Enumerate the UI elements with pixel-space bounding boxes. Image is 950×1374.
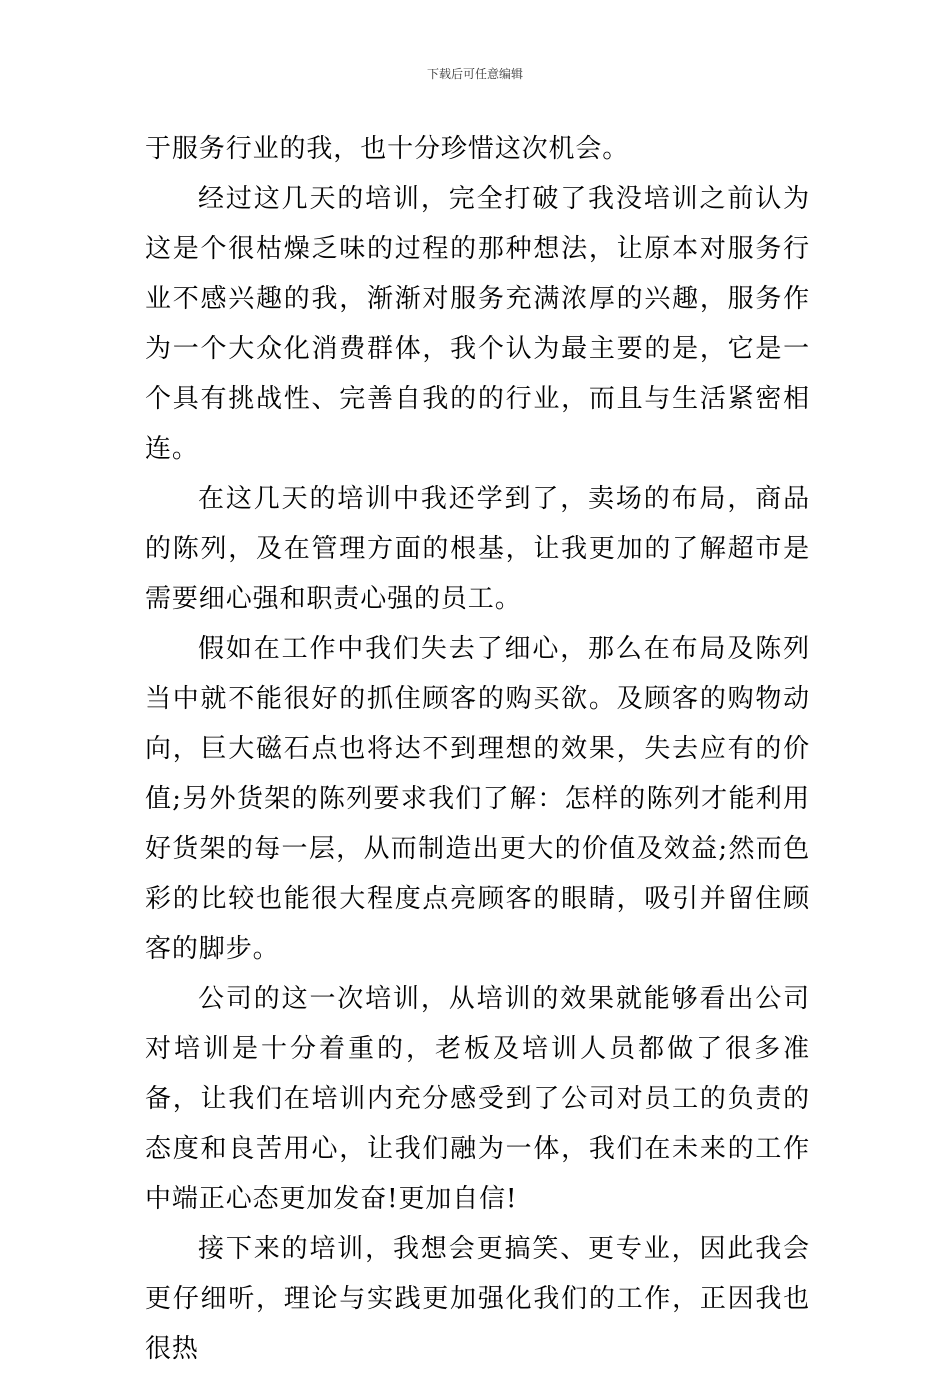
paragraph-5: 公司的这一次培训，从培训的效果就能够看出公司对培训是十分着重的，老板及培训人员都做了很多准备，让我们在培训内充分感受到了公司对员工的负责的态度和良苦用心，让我们融为一体，我们在未来的工作中端正心态更加发奋!更加自信! (145, 984, 810, 1214)
paragraph-3: 在这几天的培训中我还学到了，卖场的布局，商品的陈列，及在管理方面的根基，让我更加的了解超市是需要细心强和职责心强的员工。 (145, 484, 810, 614)
paragraph-6: 接下来的培训，我想会更搞笑、更专业，因此我会更仔细听，理论与实践更加强化我们的工作，正因我也很热 (145, 1234, 810, 1364)
page-header: 下载后可任意编辑 (426, 67, 523, 81)
paragraph-2: 经过这几天的培训，完全打破了我没培训之前认为这是个很枯燥乏味的过程的那种想法，让原本对服务行业不感兴趣的我，渐渐对服务充满浓厚的兴趣，服务作为一个大众化消费群体，我个认为最主要的是，它是一个具有挑战性、完善自我的的行业，而且与生活紧密相连。 (145, 184, 810, 464)
paragraph-4: 假如在工作中我们失去了细心，那么在布局及陈列当中就不能很好的抓住顾客的购买欲。及顾客的购物动向，巨大磁石点也将达不到理想的效果，失去应有的价值;另外货架的陈列要求我们了解：怎样的陈列才能利用好货架的每一层，从而制造出更大的价值及效益;然而色彩的比较也能很大程度点亮顾客的眼睛，吸引并留住顾客的脚步。 (145, 634, 810, 964)
document-body (145, 124, 810, 1374)
paragraph-1: 于服务行业的我，也十分珍惜这次机会。 (145, 134, 630, 164)
